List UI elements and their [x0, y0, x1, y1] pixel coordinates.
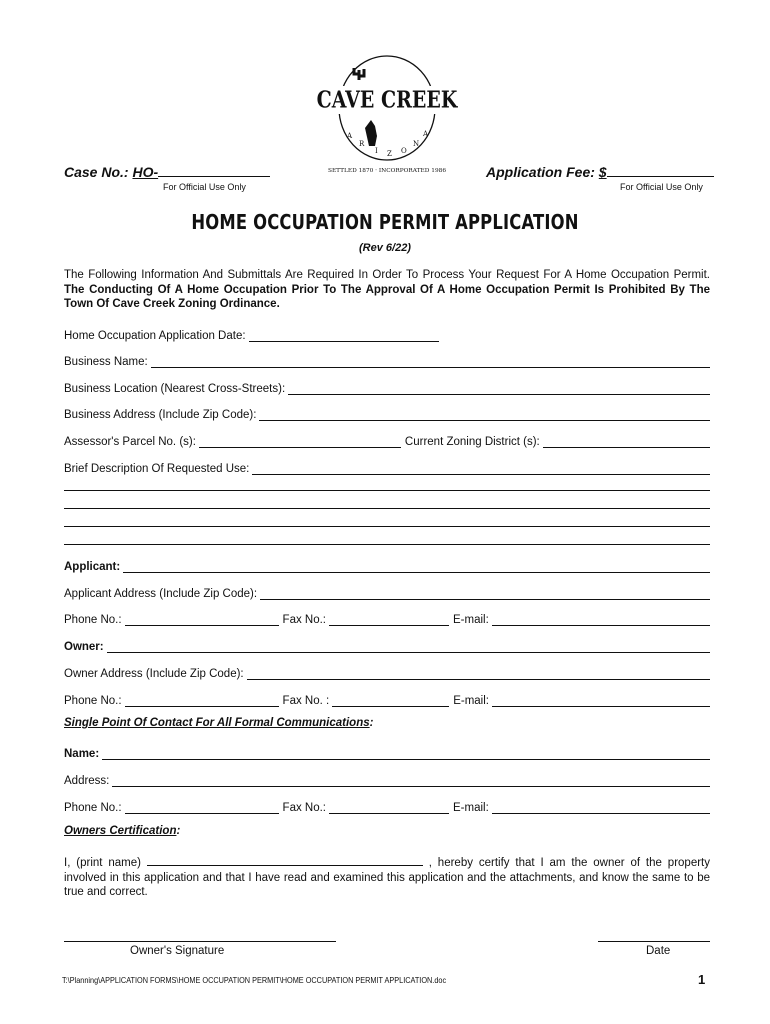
intro-warning: The Conducting Of A Home Occupation Prior To The Approval Of A Home Occupation Permit Is Prohibited By The Town Of Cave Creek Zoning Ordinance.: [64, 283, 710, 310]
owner-contact-row: [64, 691, 710, 707]
svg-text:A: A: [423, 130, 429, 138]
business-location-label: Business Location (Nearest Cross-Streets):: [64, 383, 286, 395]
business-name-field[interactable]: [151, 356, 710, 368]
description-field[interactable]: [252, 463, 710, 475]
application-fee: [486, 164, 714, 180]
phone-label: Phone No.:: [64, 802, 122, 814]
certification-heading-text: Owners Certification: [64, 825, 177, 837]
applicant-field[interactable]: [123, 561, 710, 573]
business-address-field[interactable]: [259, 409, 710, 421]
phone-label: Phone No.:: [64, 695, 122, 707]
applicant-address-row: [64, 584, 710, 600]
case-official-note: For Official Use Only: [163, 182, 246, 192]
svg-text:SETTLED 1870 · INCORPORATED 19: SETTLED 1870 · INCORPORATED 1986: [327, 168, 447, 174]
owner-address-field[interactable]: [247, 668, 710, 680]
cert-text-b: , hereby certify that I am the owner of the property involved in this application and that I have read and examined this application and the attachments, and know the same to be true and correct.: [64, 857, 710, 898]
intro-text: The Following Information And Submittals Are Required In Order To Process Your Request For A Home Occupation Permit.: [64, 269, 710, 281]
contact-email-field[interactable]: [492, 802, 710, 814]
business-location-row: [64, 379, 710, 395]
case-label: Case No.:: [64, 164, 133, 180]
svg-text:R: R: [359, 140, 365, 148]
date-label: Date: [646, 945, 671, 957]
business-address-label: Business Address (Include Zip Code):: [64, 409, 257, 421]
owner-label: Owner:: [64, 641, 104, 653]
contact-heading-colon: :: [369, 717, 374, 729]
town-logo: [316, 50, 458, 176]
owner-phone-field[interactable]: [125, 695, 279, 707]
contact-name-field[interactable]: [102, 748, 710, 760]
svg-text:Z: Z: [387, 150, 392, 158]
zoning-field[interactable]: [543, 436, 710, 448]
applicant-address-label: Applicant Address (Include Zip Code):: [64, 588, 258, 600]
footer-file-path: T:\Planning\APPLICATION FORMS\HOME OCCUPATION PERMIT\HOME OCCUPATION PERMIT APPLICATION.doc: [62, 975, 447, 985]
applicant-address-field[interactable]: [260, 588, 710, 600]
page-number: 1: [698, 972, 706, 987]
intro-paragraph: [64, 268, 710, 312]
description-line-5[interactable]: [64, 544, 710, 545]
signature-line[interactable]: [64, 941, 336, 942]
app-date-label: Home Occupation Application Date:: [64, 330, 246, 342]
contact-phone-row: [64, 798, 710, 814]
business-location-field[interactable]: [288, 383, 710, 395]
applicant-email-field[interactable]: [492, 614, 710, 626]
owner-email-field[interactable]: [492, 695, 710, 707]
certification-heading-colon: :: [176, 825, 181, 837]
business-address-row: [64, 405, 710, 421]
date-line[interactable]: [598, 941, 710, 942]
contact-phone-field[interactable]: [125, 802, 279, 814]
email-label: E-mail:: [453, 802, 489, 814]
contact-fax-field[interactable]: [329, 802, 449, 814]
parcel-zoning-row: [64, 432, 710, 448]
owner-address-row: [64, 664, 710, 680]
page-title: HOME OCCUPATION PERMIT APPLICATION: [191, 210, 579, 234]
description-row: [64, 459, 710, 475]
fee-field[interactable]: [607, 164, 714, 177]
business-name-row: [64, 352, 710, 368]
applicant-label: Applicant:: [64, 561, 121, 573]
revision: (Rev 6/22): [359, 242, 411, 254]
parcel-field[interactable]: [199, 436, 401, 448]
certification-heading: [64, 825, 180, 837]
cave-creek-seal: [316, 50, 458, 176]
description-label: Brief Description Of Requested Use:: [64, 463, 250, 475]
contact-address-row: [64, 771, 710, 787]
certification-text: [64, 855, 710, 900]
email-label: E-mail:: [453, 695, 489, 707]
case-number-field[interactable]: [158, 164, 270, 177]
contact-name-label: Name:: [64, 748, 100, 760]
signature-label: Owner's Signature: [130, 945, 225, 957]
contact-name-row: [64, 744, 710, 760]
owner-field[interactable]: [107, 641, 710, 653]
contact-address-label: Address:: [64, 775, 110, 787]
business-name-label: Business Name:: [64, 356, 148, 368]
print-name-field[interactable]: [147, 855, 423, 866]
zoning-label: Current Zoning District (s):: [404, 436, 540, 448]
fee-label: Application Fee:: [486, 164, 599, 180]
svg-text:I: I: [375, 147, 378, 155]
owner-address-label: Owner Address (Include Zip Code):: [64, 668, 244, 680]
email-label: E-mail:: [453, 614, 489, 626]
fee-official-note: For Official Use Only: [620, 182, 703, 192]
fax-label: Fax No.:: [282, 802, 327, 814]
applicant-fax-field[interactable]: [329, 614, 449, 626]
app-date-row: [64, 326, 710, 342]
description-line-2[interactable]: [64, 490, 710, 491]
svg-text:O: O: [401, 147, 407, 155]
owner-row: [64, 637, 710, 653]
svg-text:N: N: [413, 140, 420, 148]
contact-heading: [64, 717, 373, 729]
owner-fax-field[interactable]: [332, 695, 449, 707]
case-prefix: HO-: [132, 164, 159, 180]
description-line-3[interactable]: [64, 508, 710, 509]
fee-prefix: $: [598, 164, 607, 180]
applicant-phone-field[interactable]: [125, 614, 279, 626]
phone-label: Phone No.:: [64, 614, 122, 626]
fax-label: Fax No.:: [282, 614, 327, 626]
parcel-label: Assessor's Parcel No. (s):: [64, 436, 196, 448]
applicant-contact-row: [64, 610, 710, 626]
app-date-field[interactable]: [249, 330, 439, 342]
case-number: [64, 164, 270, 180]
svg-text:A: A: [347, 132, 353, 140]
contact-address-field[interactable]: [112, 775, 710, 787]
contact-heading-text: Single Point Of Contact For All Formal Communications: [64, 717, 370, 729]
cert-text-a: I, (print name): [64, 857, 147, 869]
applicant-row: [64, 557, 710, 573]
svg-text:CAVE CREEK: CAVE CREEK: [316, 86, 458, 115]
fax-label: Fax No. :: [282, 695, 330, 707]
description-line-4[interactable]: [64, 526, 710, 527]
